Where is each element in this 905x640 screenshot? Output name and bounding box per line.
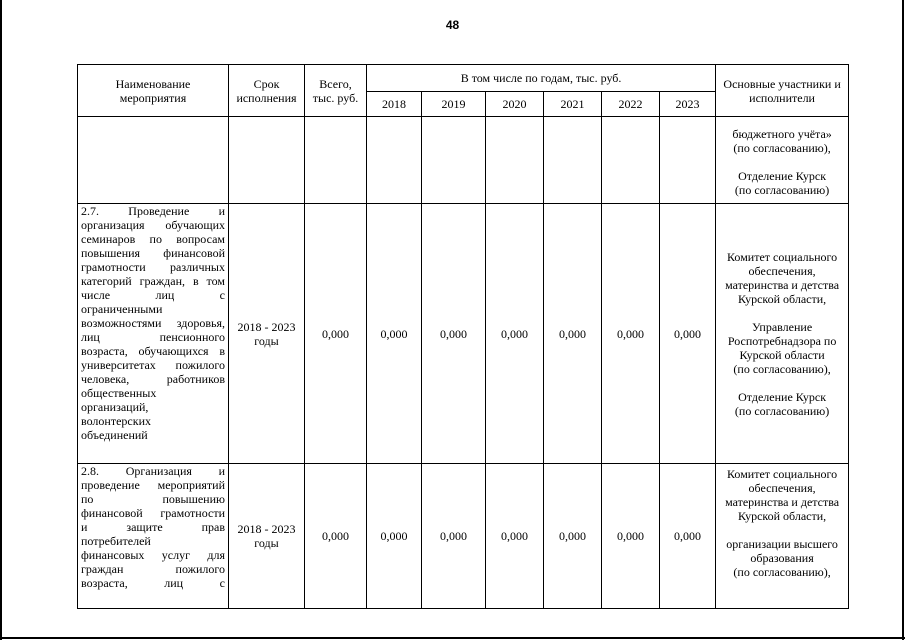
budget-table — [77, 64, 849, 609]
measure-name-line: ограниченными — [81, 302, 163, 316]
header-total: Всего, тыс. руб. — [305, 65, 367, 117]
year-value-cell: 0,000 — [422, 464, 486, 609]
measure-name-line: числе лиц с — [81, 288, 225, 302]
measure-name-line: граждан пожилого — [81, 562, 225, 576]
year-value-cell: 0,000 — [486, 464, 544, 609]
measure-name-line: потребителей — [81, 534, 151, 548]
page-number: 48 — [445, 18, 460, 32]
participant-line: (по согласованию), — [733, 361, 831, 376]
measure-name-line: по повышению — [81, 492, 225, 506]
year-value-cell: 0,000 — [544, 464, 602, 609]
participant-gap — [719, 376, 845, 390]
bottom-edge-line — [0, 637, 905, 639]
measure-name-cell — [78, 117, 229, 204]
participant-line: Курской области, — [737, 509, 827, 523]
year-value-cell — [422, 117, 486, 204]
participant-line: Управление — [751, 319, 813, 334]
total-cell — [305, 117, 367, 204]
measure-name-cell — [78, 204, 229, 464]
measure-name-cell — [78, 464, 229, 609]
participant-line: Отделение Курск — [738, 169, 827, 183]
measure-name-line: общественных — [81, 386, 157, 400]
header-year: 2022 — [602, 92, 660, 117]
measure-name-line: человека, работников — [81, 372, 225, 386]
participant-line: Отделение Курск — [738, 389, 827, 404]
year-value-cell — [544, 117, 602, 204]
participants-cell — [716, 464, 849, 609]
measure-name-line: организация обучающих — [81, 218, 225, 232]
participant-line: Комитет социального — [727, 249, 838, 264]
participant-line: бюджетного учёта» — [732, 127, 832, 141]
total-cell: 0,000 — [305, 464, 367, 609]
participant-gap — [719, 155, 845, 169]
measure-name-line: и защите прав — [81, 520, 225, 534]
participant-gap — [719, 306, 845, 320]
table-row — [78, 204, 849, 464]
year-value-cell: 0,000 — [367, 464, 422, 609]
header-year: 2018 — [367, 92, 422, 117]
year-value-cell: 0,000 — [486, 204, 544, 464]
table-row — [78, 464, 849, 609]
measure-name-line: грамотности различных — [81, 260, 225, 274]
participant-line: материнства и детства — [725, 277, 840, 292]
table-row — [78, 117, 849, 204]
header-by-year: В том числе по годам, тыс. руб. — [367, 65, 716, 92]
term-cell — [229, 117, 305, 204]
participant-line: организации высшего — [726, 537, 838, 551]
header-participants: Основные участники и исполнители — [716, 65, 849, 117]
participant-line: Курской области — [739, 347, 825, 362]
header-year: 2021 — [544, 92, 602, 117]
year-value-cell — [367, 117, 422, 204]
participant-line: Роспотребнадзора по — [727, 333, 837, 348]
participants-cell — [716, 117, 849, 204]
participant-line: материнства и детства — [725, 495, 840, 509]
measure-name-line: финансовой грамотности — [81, 506, 225, 520]
year-value-cell: 0,000 — [367, 204, 422, 464]
total-cell: 0,000 — [305, 204, 367, 464]
measure-name-line: финансовых услуг для — [81, 548, 225, 562]
year-value-cell: 0,000 — [602, 204, 660, 464]
right-edge-line — [902, 0, 904, 640]
term-cell: 2018 - 2023 годы — [229, 204, 305, 464]
measure-name-line: категорий граждан, в том — [81, 274, 225, 288]
participant-gap — [719, 523, 845, 537]
year-value-cell — [602, 117, 660, 204]
header-name: Наименование мероприятия — [78, 65, 229, 117]
year-value-cell — [660, 117, 716, 204]
participants-cell — [716, 204, 849, 464]
header-year: 2023 — [660, 92, 716, 117]
left-edge-line — [0, 0, 2, 640]
participant-line: обеспечения, — [748, 263, 816, 278]
participant-line: (по согласованию) — [734, 183, 830, 197]
measure-name-line: организаций, — [81, 400, 149, 414]
measure-name-line: объединений — [81, 428, 148, 442]
year-value-cell: 0,000 — [602, 464, 660, 609]
participant-line: Курской области, — [737, 291, 827, 306]
measure-name-line: университетах пожилого — [81, 358, 225, 372]
measure-name-line: возможностями здоровья, — [81, 316, 225, 330]
participant-line: образования — [750, 551, 814, 565]
year-value-cell — [486, 117, 544, 204]
measure-name-line: проведение мероприятий — [81, 478, 225, 492]
header-year: 2019 — [422, 92, 486, 117]
participant-line: (по согласованию), — [733, 141, 831, 155]
measure-name-line: возраста, лиц с — [81, 576, 225, 590]
year-value-cell: 0,000 — [660, 204, 716, 464]
year-value-cell: 0,000 — [544, 204, 602, 464]
term-cell: 2018 - 2023 годы — [229, 464, 305, 609]
participant-line: Комитет социального — [727, 467, 838, 481]
measure-name-line: 2.8. Организация и — [81, 464, 225, 478]
measure-name-line: повышения финансовой — [81, 246, 225, 260]
participant-line: обеспечения, — [748, 481, 816, 495]
participant-line: (по согласованию) — [734, 403, 830, 418]
measure-name-line: возраста, обучающихся в — [81, 344, 225, 358]
measure-name-line: волонтерских — [81, 414, 151, 428]
measure-name-line: 2.7. Проведение и — [81, 204, 225, 218]
year-value-cell: 0,000 — [422, 204, 486, 464]
year-value-cell: 0,000 — [660, 464, 716, 609]
measure-name-line: семинаров по вопросам — [81, 232, 225, 246]
header-term: Срок исполнения — [229, 65, 305, 117]
participant-line: (по согласованию), — [733, 565, 831, 579]
header-year: 2020 — [486, 92, 544, 117]
measure-name-line: лиц пенсионного — [81, 330, 225, 344]
